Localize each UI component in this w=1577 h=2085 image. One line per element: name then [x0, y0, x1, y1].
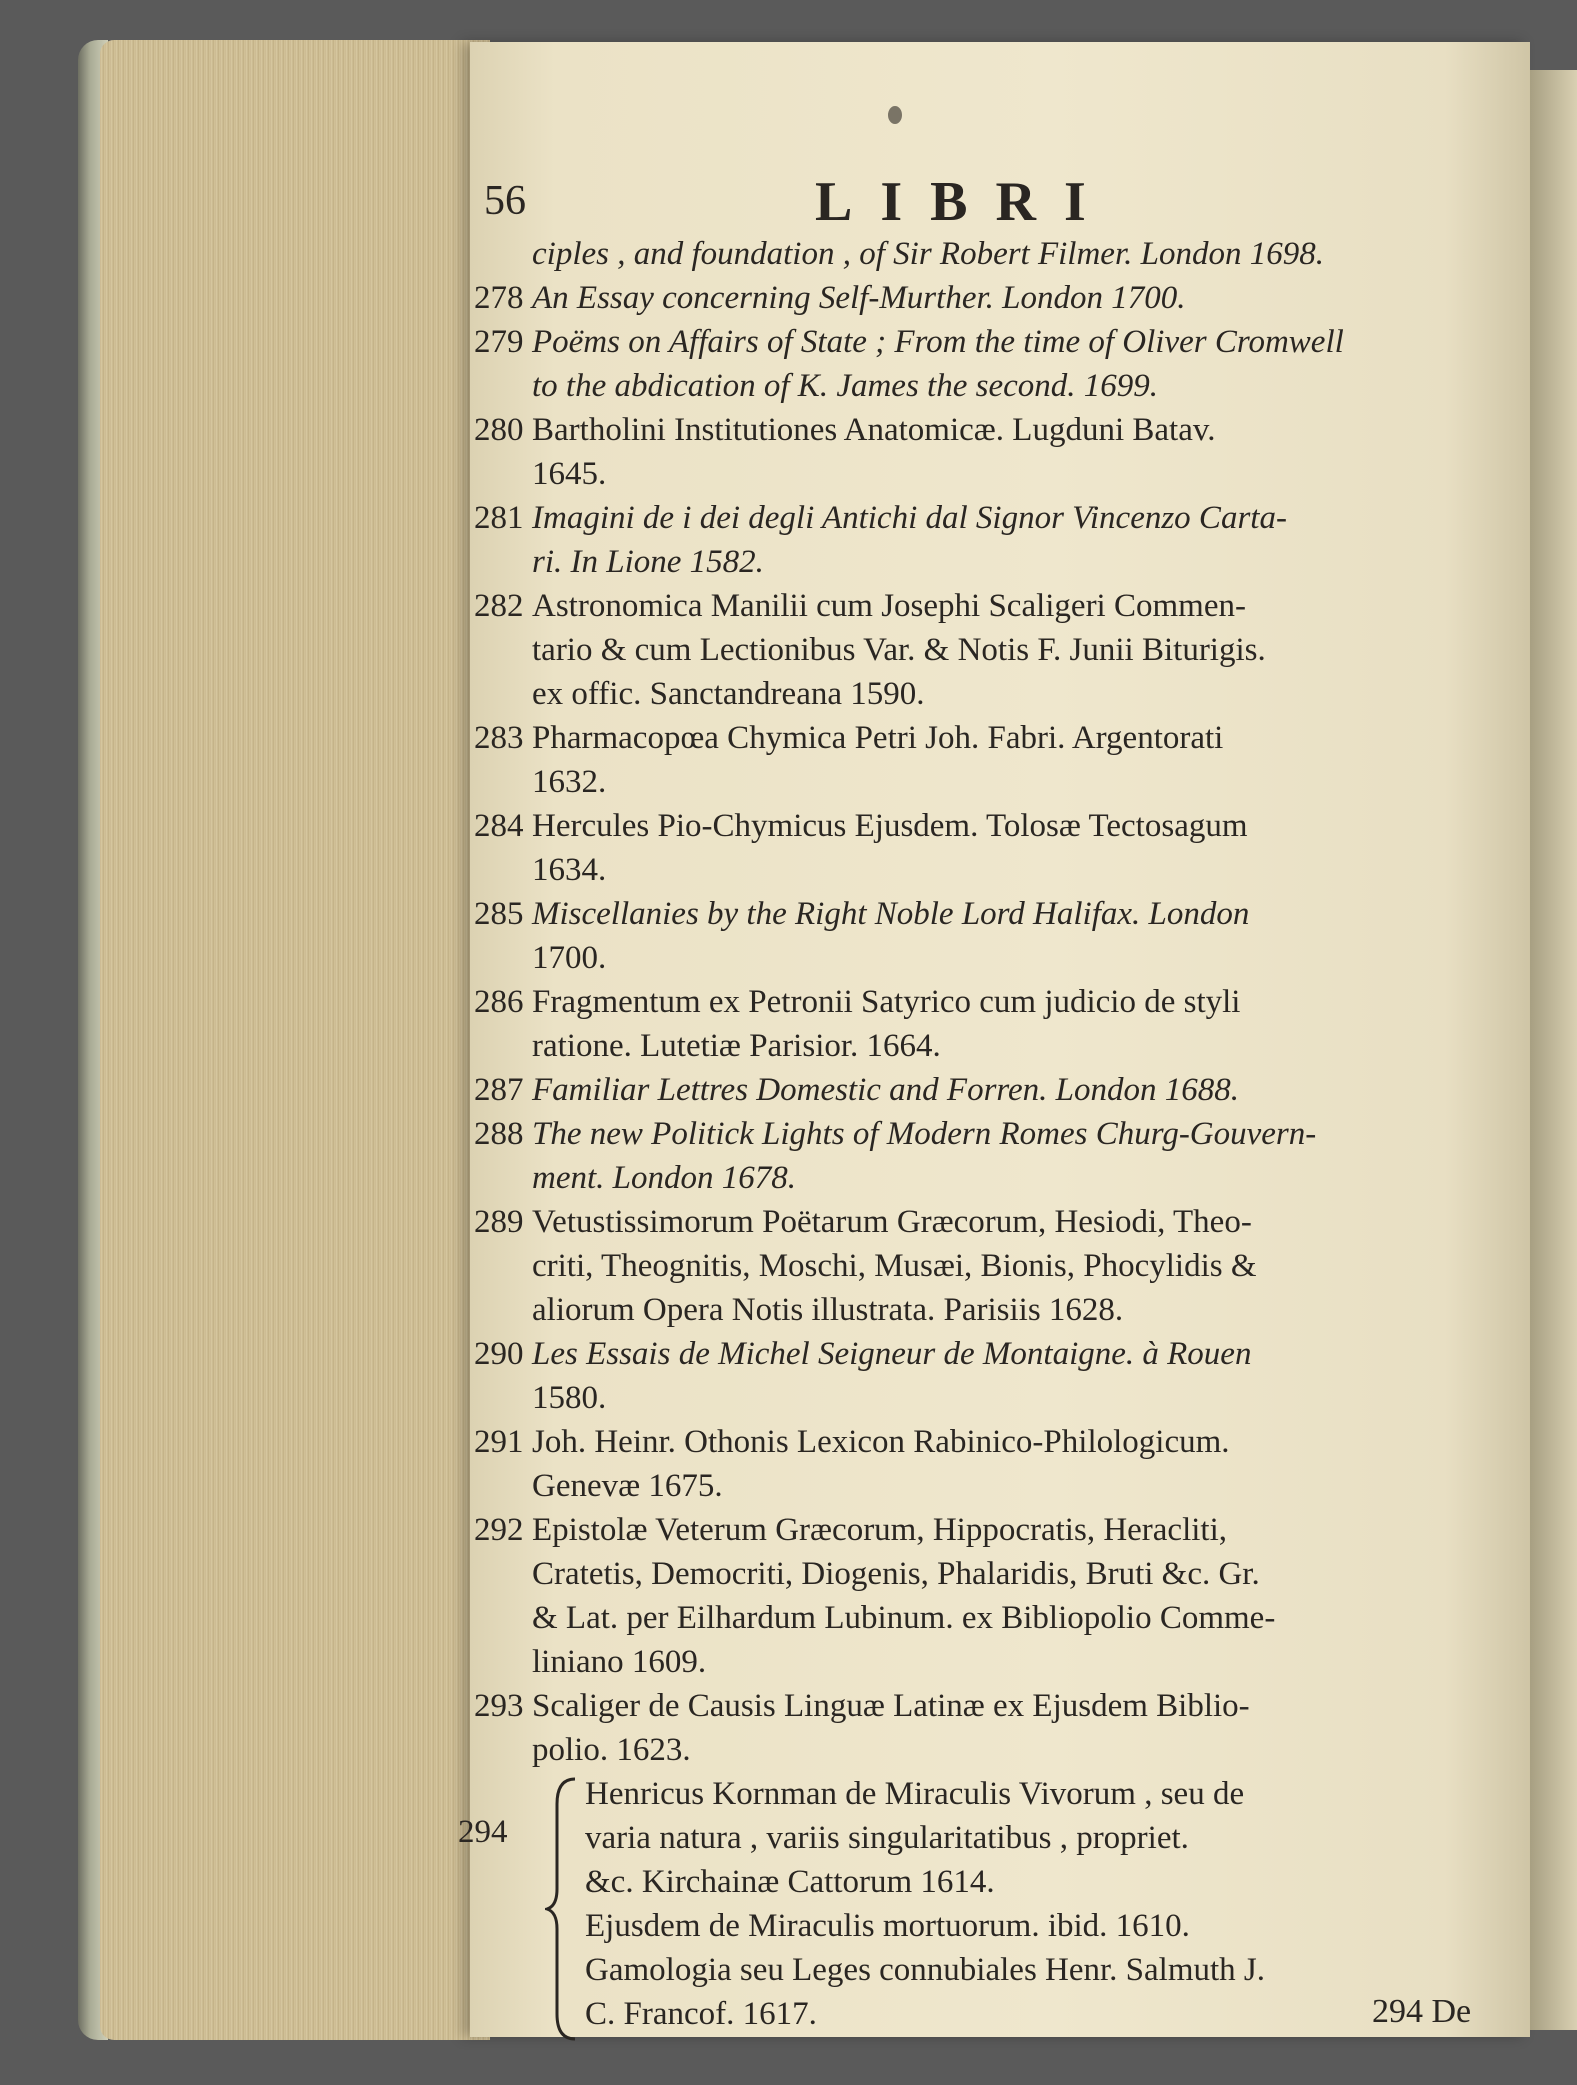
entry-number: 279	[474, 324, 524, 360]
entry-line: Poëms on Affairs of State ; From the time of Oliver Cromwell	[532, 324, 1344, 360]
entry-line: Henricus Kornman de Miraculis Vivorum , seu de	[585, 1776, 1245, 1812]
entry-line: 1632.	[532, 764, 607, 800]
entry-number: 281	[474, 500, 524, 536]
entry-line: Les Essais de Michel Seigneur de Montaigne. à Rouen	[532, 1336, 1252, 1372]
entry-line: aliorum Opera Notis illustrata. Parisiis 1628.	[532, 1292, 1124, 1328]
entry-line: Hercules Pio-Chymicus Ejusdem. Tolosæ Tectosagum	[532, 808, 1248, 844]
entry-number: 293	[474, 1688, 524, 1724]
entry-line: polio. 1623.	[532, 1732, 691, 1768]
entry-number: 290	[474, 1336, 524, 1372]
facing-page-edge	[1530, 70, 1577, 2030]
entry-line: Joh. Heinr. Othonis Lexicon Rabinico-Philologicum.	[532, 1424, 1230, 1460]
entry-line: Pharmacopœa Chymica Petri Joh. Fabri. Argentorati	[532, 720, 1224, 756]
entry-line: Astronomica Manilii cum Josephi Scaligeri Commen-	[532, 588, 1246, 624]
entry-line: ri. In Lione 1582.	[532, 544, 764, 580]
entry-number: 288	[474, 1116, 524, 1152]
entry-line: Scaliger de Causis Linguæ Latinæ ex Ejusdem Biblio-	[532, 1688, 1250, 1724]
entry-line: Genevæ 1675.	[532, 1468, 723, 1504]
entry-line: varia natura , variis singularitatibus , propriet.	[585, 1820, 1189, 1856]
entry-line: 1580.	[532, 1380, 607, 1416]
entry-line: to the abdication of K. James the second. 1699.	[532, 368, 1158, 404]
entry-number: 289	[474, 1204, 524, 1240]
page-number: 56	[484, 178, 526, 224]
curly-brace	[545, 1774, 585, 2044]
entry-number: 282	[474, 588, 524, 624]
entry-number: 286	[474, 984, 524, 1020]
entry-line: 1700.	[532, 940, 607, 976]
catchword: 294 De	[1372, 1993, 1472, 2030]
entry-line: ex offic. Sanctandreana 1590.	[532, 676, 925, 712]
entry-number: 287	[474, 1072, 524, 1108]
entry-line: Cratetis, Democriti, Diogenis, Phalaridis, Bruti &c. Gr.	[532, 1556, 1260, 1592]
entry-line: C. Francof. 1617.	[585, 1996, 817, 2032]
entry-line: Fragmentum ex Petronii Satyrico cum judicio de styli	[532, 984, 1241, 1020]
entry-line: ratione. Lutetiæ Parisior. 1664.	[532, 1028, 941, 1064]
page-edges	[100, 40, 490, 2040]
entry-line: &c. Kirchainæ Cattorum 1614.	[585, 1864, 995, 1900]
entry-line: Familiar Lettres Domestic and Forren. London 1688.	[532, 1072, 1240, 1108]
entry-line: & Lat. per Eilhardum Lubinum. ex Bibliopolio Comme-	[532, 1600, 1276, 1636]
entry-line: Bartholini Institutiones Anatomicæ. Lugduni Batav.	[532, 412, 1216, 448]
entry-line: ciples , and foundation , of Sir Robert Filmer. London 1698.	[532, 236, 1324, 272]
page-title: LIBRI	[815, 171, 1114, 233]
entry-line: Miscellanies by the Right Noble Lord Halifax. London	[532, 896, 1250, 932]
entry-number: 291	[474, 1424, 524, 1460]
entry-line: Ejusdem de Miraculis mortuorum. ibid. 1610.	[585, 1908, 1190, 1944]
entry-line: 1645.	[532, 456, 607, 492]
entry-number: 292	[474, 1512, 524, 1548]
entry-number: 283	[474, 720, 524, 756]
entry-line: The new Politick Lights of Modern Romes Churg-Gouvern-	[532, 1116, 1317, 1152]
entry-line: ment. London 1678.	[532, 1160, 796, 1196]
entry-line: Gamologia seu Leges connubiales Henr. Salmuth J.	[585, 1952, 1266, 1988]
entry-number: 294	[458, 1814, 508, 1850]
entry-number: 280	[474, 412, 524, 448]
entry-line: tario & cum Lectionibus Var. & Notis F. Junii Biturigis.	[532, 632, 1266, 668]
entry-line: An Essay concerning Self-Murther. London 1700.	[532, 280, 1186, 316]
entry-line: Vetustissimorum Poëtarum Græcorum, Hesiodi, Theo-	[532, 1204, 1252, 1240]
entry-line: criti, Theognitis, Moschi, Musæi, Bionis, Phocylidis &	[532, 1248, 1257, 1284]
entry-line: 1634.	[532, 852, 607, 888]
entry-number: 284	[474, 808, 524, 844]
entry-number: 285	[474, 896, 524, 932]
entry-number: 278	[474, 280, 524, 316]
entry-line: Imagini de i dei degli Antichi dal Signor Vincenzo Carta-	[532, 500, 1287, 536]
entry-line: Epistolæ Veterum Græcorum, Hippocratis, Heracliti,	[532, 1512, 1227, 1548]
entry-line: liniano 1609.	[532, 1644, 707, 1680]
ink-spot	[888, 106, 902, 124]
